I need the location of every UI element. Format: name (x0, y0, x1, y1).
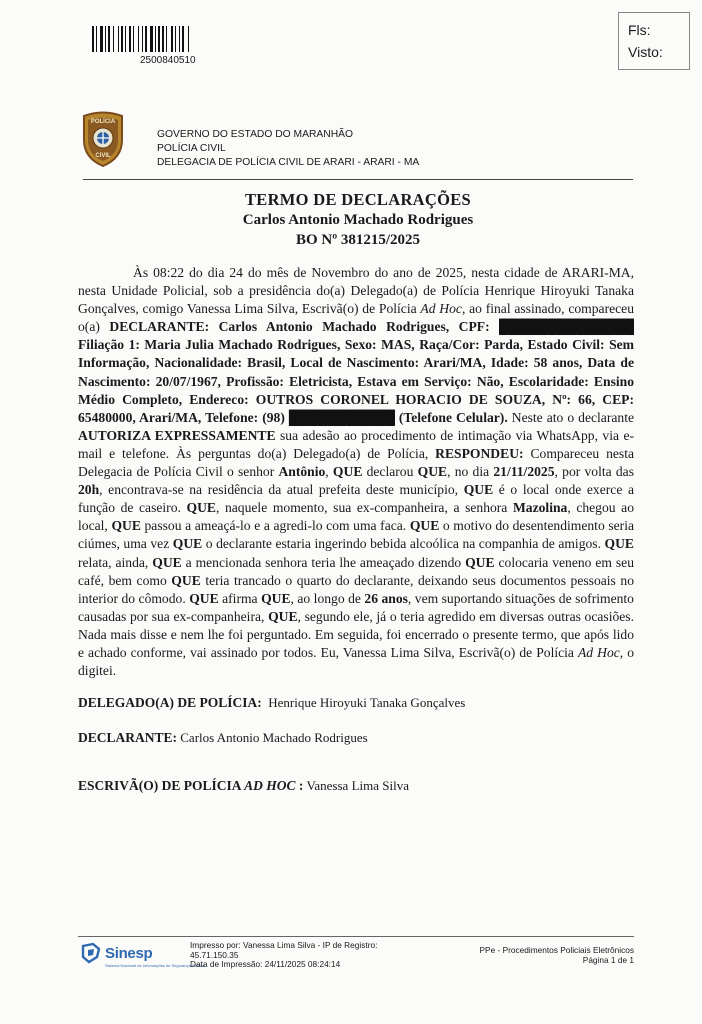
body-text: relata, ainda, (78, 554, 153, 570)
body-text: 21/11/2025 (493, 464, 555, 480)
body-text: AUTORIZA EXPRESSAMENTE (78, 427, 276, 443)
barcode-bar (158, 26, 160, 52)
barcode-bar (175, 26, 176, 52)
body-text: 26 anos (364, 590, 408, 606)
body-text: QUE (152, 554, 182, 570)
barcode-bar (113, 26, 114, 52)
barcode-bar (121, 26, 123, 52)
body-text: sua adesão ao procedimento de intimação via WhatsApp, via e-mail e telefone. Às perguntas do(a) Delegado(a) de Polícia, (78, 427, 635, 461)
body-text: , o digitei. (78, 644, 634, 679)
body-text: QUE (409, 518, 440, 534)
document-title (83, 190, 633, 250)
page-number: Página 1 de 1 (582, 955, 634, 965)
barcode-bar (129, 26, 131, 52)
body-text: QUE (172, 536, 203, 552)
body-text: é o local onde exerce a função de caseiro. (78, 482, 634, 516)
delegado-name: Henrique Hiroyuki Tanaka Gonçalves (268, 695, 466, 710)
barcode-bar (138, 26, 139, 52)
sinesp-logo-icon (80, 942, 102, 964)
title-line-term: TERMO DE DECLARAÇÕES (244, 190, 472, 209)
title-line-bo-number: BO Nº 381215/2025 (295, 232, 421, 248)
body-text: colocaria veneno em seu café, bem como (78, 554, 635, 588)
barcode-bar (118, 26, 119, 52)
body-text: declarou (362, 464, 418, 480)
barcode-bar (92, 26, 94, 52)
barcode-bar (179, 26, 180, 52)
body-text: QUE (332, 464, 363, 480)
body-text: afirma (218, 590, 262, 606)
barcode-bar (108, 26, 110, 52)
barcode-bar (166, 26, 167, 52)
fls-label: Fls: (628, 22, 651, 38)
delegado-label: DELEGADO(A) DE POLÍCIA: (78, 695, 262, 710)
body-text: , naquele momento, sua ex-companheira, a senhora (215, 500, 513, 516)
print-info-user: Impresso por: Vanessa Lima Silva - IP de Registro: (190, 940, 378, 950)
barcode-bar (142, 26, 143, 52)
barcode-bar (125, 26, 126, 52)
badge-text-bottom: CIVIL (95, 153, 111, 159)
signature-delegado (78, 695, 465, 711)
print-info-date: Data de Impressão: 24/11/2025 08:24:14 (190, 959, 341, 970)
header-line-government: GOVERNO DO ESTADO DO MARANHÃO (157, 129, 354, 140)
body-text: Ad Hoc (420, 301, 462, 317)
sinesp-logo-text: Sinesp (105, 945, 153, 962)
body-text: RESPONDEU: (435, 445, 524, 461)
body-text: Compareceu nesta Delegacia de Polícia Civil o senhor (78, 445, 635, 480)
agency-header (157, 128, 419, 170)
body-text: QUE (465, 554, 495, 570)
footer-divider (78, 936, 634, 937)
escrivao-label: ESCRIVÃ(O) DE POLÍCIA (78, 778, 245, 793)
body-text: QUE (186, 500, 216, 516)
body-text: QUE (604, 536, 634, 552)
body-text: a mencionada senhora teria lhe ameaçado dizendo (181, 554, 466, 570)
body-text: , chegou ao local, (78, 500, 635, 534)
footer-system-info (450, 945, 634, 965)
barcode-bar (162, 26, 164, 52)
body-text: 20h (78, 482, 100, 498)
body-text: , segundo ele, já o teria agredido em diversas outras ocasiões. Nada mais disse e nem lhe foi perguntado. Em seguida, foi encerrado o presente termo, que após lido e achado conforme, vai assinado por todos. Eu, Vanessa Lima Silva, Escrivã(o) de Polícia (78, 608, 634, 660)
fls-visto-box (618, 12, 690, 70)
signature-escrivao (78, 778, 409, 794)
barcode-bar (188, 26, 189, 52)
barcode-bar (150, 26, 153, 52)
barcode-bar (105, 26, 106, 52)
body-text: teria trancado o quarto do declarante, deixando seus documentos pessoais no interior do cômodo. (78, 572, 634, 606)
redacted-cpf: ██████████████ (499, 319, 634, 335)
body-text: , por volta das (554, 464, 635, 480)
header-line-station: DELEGACIA DE POLÍCIA CIVIL DE ARARI - ARARI - MA (157, 157, 420, 168)
body-text: Filiação 1: Maria Julia Machado Rodrigues, Sexo: MAS, Raça/Cor: Parda, Estado Civil: Sem Informação, Nacionalidade: Brasil, Local de Nascimento: Arari/MA, Idade: 58 anos, Data de Nascimento: 20/07/1967, Profissão: Eletricista, Estava em Serviço: Não, Escolaridade: Ensino Médio Completo, Endereco: OUTROS CORONEL HORACIO DE SOUZA, Nº: 66, CEP: 65480000, Arari/MA, Telefone: (98) (78, 337, 634, 425)
body-text: Às 08:22 do dia 24 do mês de Novembro do ano de 2025, nesta cidade de ARARI-MA, nesta Unidade Policial, sob a presidência do(a) Delegado(a) de Polícia Henrique Hiroyuki Tanaka Gonçalves, comigo Vanessa Lima Silva, Escrivã(o) de Polícia (78, 265, 634, 317)
body-text: Neste ato o declarante (507, 409, 635, 425)
body-text: (Telefone Celular). (394, 409, 508, 425)
barcode-number: 2500840510 (140, 55, 196, 66)
body-text: passou a ameaçá-lo e a agredi-lo com uma faca. (140, 518, 410, 534)
body-text: QUE (261, 590, 291, 606)
barcode-bar (100, 26, 103, 52)
body-text: , no dia (447, 464, 494, 480)
body-text: Ad Hoc (578, 644, 620, 660)
body-text: QUE (417, 464, 448, 480)
barcode-bar (96, 26, 97, 52)
declarante-label: DECLARANTE: (78, 730, 178, 745)
header-divider (83, 179, 633, 180)
body-text: DECLARANTE: Carlos Antonio Machado Rodrigues, CPF: (109, 319, 500, 335)
signature-declarante (78, 730, 368, 746)
barcode-bar (145, 26, 147, 52)
system-name: PPe - Procedimentos Policiais Eletrônicos (479, 945, 634, 955)
body-text: QUE (268, 608, 298, 624)
declarante-name: Carlos Antonio Machado Rodrigues (180, 730, 368, 745)
header-line-police: POLÍCIA CIVIL (157, 143, 226, 154)
body-text: Mazolina (512, 500, 568, 516)
body-text: QUE (463, 482, 494, 498)
redacted-phone: ███████████ (288, 409, 395, 425)
visto-label: Visto: (628, 44, 663, 60)
body-text: , (325, 464, 333, 480)
barcode-bar (133, 26, 134, 52)
print-info (190, 941, 377, 970)
body-text: QUE (189, 590, 219, 606)
barcode-bar (171, 26, 173, 52)
barcode (92, 26, 252, 52)
barcode-bar (155, 26, 156, 52)
print-info-ip: 45.71.150.35 (190, 949, 239, 960)
body-text: QUE (171, 572, 201, 588)
body-text: , ao longo de (290, 590, 365, 606)
body-text: QUE (111, 518, 141, 534)
escrivao-name: Vanessa Lima Silva (306, 778, 409, 793)
sinesp-logo-subtext: Sistema Nacional de Informações de Segurança Pública (105, 963, 206, 968)
barcode-bar (182, 26, 184, 52)
body-text: , encontrava-se na residência da atual prefeita deste município, (99, 482, 464, 498)
escrivao-colon: : (295, 778, 304, 793)
body-text: o declarante estaria ingerindo bebida alcoólica na companhia de amigos. (202, 536, 605, 552)
title-line-declarant: Carlos Antonio Machado Rodrigues (242, 212, 474, 228)
body-text: , ao final assinado, compareceu o(a) (78, 301, 634, 335)
badge-text-top: POLÍCIA (90, 119, 116, 125)
police-badge-icon (80, 110, 126, 168)
body-text: Antônio (278, 464, 326, 480)
body-text: , vem suportando situações de sofrimento causadas por sua ex-companheira, (78, 590, 634, 624)
body-text: o motivo do desentendimento seria ciúmes, uma vez (78, 518, 635, 552)
escrivao-adhoc: AD HOC (244, 778, 296, 793)
declaration-body (78, 264, 634, 680)
